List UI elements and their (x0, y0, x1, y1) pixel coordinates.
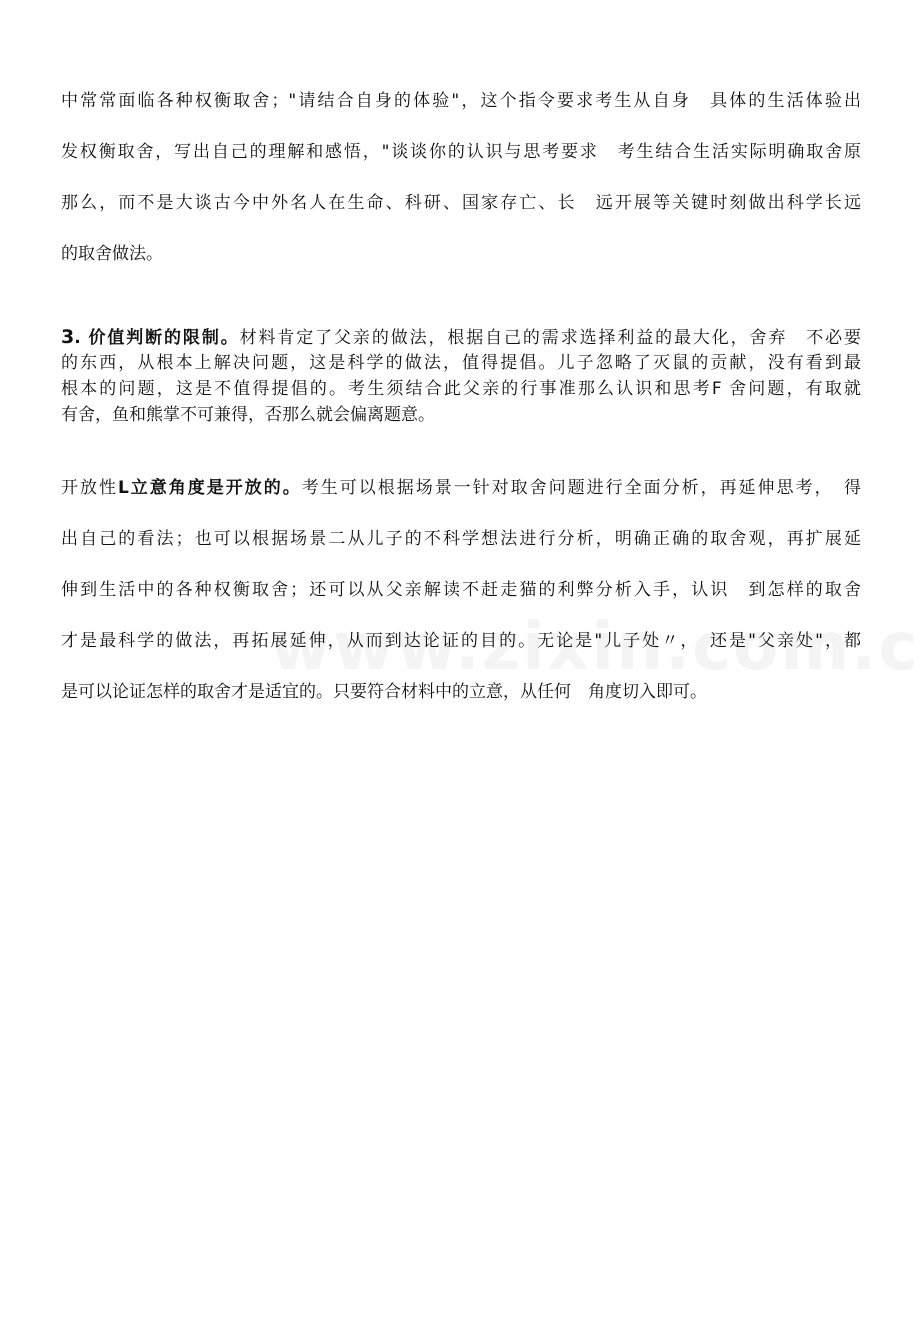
paragraph-1-line-4: 的取舍做法。 (61, 244, 163, 264)
section-number: 3 (61, 326, 75, 348)
paragraph-3-line-1 (61, 477, 861, 499)
paragraph-2-line-4: 有舍，鱼和熊掌不可兼得，否那么就会偏离题意。 (61, 405, 435, 425)
paragraph-3-line-2: 出自己的看法；也可以根据场景二从儿子的不科学想法进行分析，明确正确的取舍观，再扩展延 (61, 529, 861, 549)
section-heading-value-judgment: . 价值判断的限制。 (74, 328, 240, 348)
paragraph-3-line-1-text: 考生可以根据场景一针对取舍问题进行全面分析，再延伸思考， 得 (301, 478, 862, 498)
openness-prefix: 开放性 (61, 478, 118, 498)
paragraph-2-line-1 (61, 326, 861, 349)
paragraph-1-line-3: 那么，而不是大谈古今中外名人在生命、科研、国家存亡、长 远开展等关键时刻做出科学长远 (61, 193, 861, 213)
paragraph-1-line-2: 发权衡取舍，写出自己的理解和感悟，"谈谈你的认识与思考要求 考生结合生活实际明确取舍原 (61, 142, 861, 162)
paragraph-1-line-1: 中常常面临各种权衡取舍；"请结合自身的体验"，这个指令要求考生从自身 具体的生活体验出 (61, 91, 861, 111)
paragraph-2-line-1-text: 材料肯定了父亲的做法，根据自己的需求选择利益的最大化，舍弃 不必要 (239, 328, 861, 348)
paragraph-3-line-4: 才是最科学的做法，再拓展延伸，从而到达论证的目的。无论是"儿子处〃， 还是"父亲处"，都 (61, 631, 861, 651)
paragraph-2-line-2: 的东西，从根本上解决问题，这是科学的做法，值得提倡。儿子忽略了灭鼠的贡献，没有看到最 (61, 353, 861, 373)
paragraph-3-line-5: 是可以论证怎样的取舍才是适宜的。只要符合材料中的立意，从任何 角度切入即可。 (61, 682, 707, 702)
watermark (270, 608, 920, 685)
paragraph-2-line-3: 根本的问题，这是不值得提倡的。考生须结合此父亲的行事准那么认识和思考F 舍问题，有取就 (61, 379, 861, 399)
paragraph-3-line-3: 伸到生活中的各种权衡取舍；还可以从父亲解读不赶走猫的利弊分析入手，认识 到怎样的取舍 (61, 580, 861, 600)
section-heading-openness: L立意角度是开放的。 (117, 478, 302, 498)
